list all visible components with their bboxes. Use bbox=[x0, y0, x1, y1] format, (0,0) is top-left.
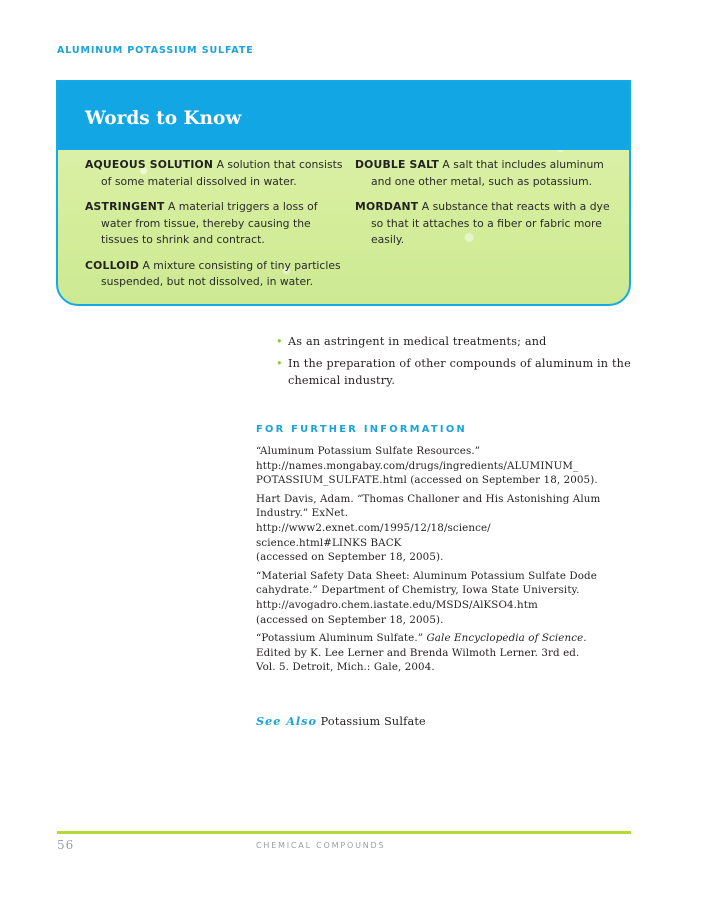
definition-entry bbox=[355, 199, 617, 249]
reference-entry bbox=[256, 444, 631, 488]
definitions-right-column bbox=[355, 157, 617, 258]
definition-text: A salt that includes aluminum and one other metal, such as potassium. bbox=[371, 158, 604, 188]
reference-entry bbox=[256, 569, 631, 627]
definition-term: ASTRINGENT bbox=[85, 200, 165, 213]
words-to-know-header bbox=[58, 82, 629, 150]
definition-entry bbox=[85, 258, 347, 291]
list-item bbox=[274, 355, 631, 390]
reference-first-line: Hart Davis, Adam. “Thomas Challoner and His Astonishing Alum bbox=[256, 492, 601, 505]
definition-text: A mixture consisting of tiny particles suspended, but not dissolved, in water. bbox=[101, 258, 341, 288]
reference-first-line: “Aluminum Potassium Sulfate Resources.” bbox=[256, 445, 481, 457]
definition-text: A solution that consists of some material dissolved in water. bbox=[101, 158, 343, 188]
reference-line: Industry.” ExNet. bbox=[256, 507, 349, 520]
reference-url[interactable]: science.html#LINKS BACK bbox=[256, 536, 402, 549]
reference-url[interactable]: http://www2.exnet.com/1995/12/18/science/ bbox=[256, 521, 491, 534]
list-item-text: As an astringent in medical treatments; and bbox=[288, 335, 547, 348]
definition-entry bbox=[85, 199, 347, 249]
reference-url[interactable]: http://names.mongabay.com/drugs/ingredients/ALUMINUM_ bbox=[256, 459, 579, 472]
reference-entry bbox=[256, 631, 631, 675]
list-item-text: In the preparation of other compounds of aluminum in the chemical industry. bbox=[288, 356, 631, 387]
reference-first-line bbox=[256, 631, 631, 646]
footer-rule bbox=[57, 831, 631, 834]
further-information-heading: FOR FURTHER INFORMATION bbox=[256, 424, 467, 435]
reference-list bbox=[256, 444, 631, 679]
definition-text: A material triggers a loss of water from tissue, thereby causing the tissues to shrink and contract. bbox=[101, 200, 318, 246]
bullet-icon: • bbox=[276, 335, 283, 348]
definition-entry bbox=[85, 157, 347, 190]
see-also bbox=[256, 714, 426, 728]
bullet-list bbox=[274, 333, 631, 394]
definition-term: COLLOID bbox=[85, 258, 140, 272]
reference-url[interactable]: http://avogadro.chem.iastate.edu/MSDS/AlKSO4.htm bbox=[256, 598, 538, 611]
see-also-link[interactable]: Potassium Sulfate bbox=[316, 715, 426, 728]
reference-line: (accessed on September 18, 2005). bbox=[256, 613, 444, 626]
definition-entry bbox=[355, 157, 617, 190]
reference-line: Edited by K. Lee Lerner and Brenda Wilmoth Lerner. 3rd ed. bbox=[256, 646, 580, 659]
running-head: ALUMINUM POTASSIUM SULFATE bbox=[57, 45, 254, 56]
reference-citation: “Potassium Aluminum Sulfate.” bbox=[256, 632, 427, 645]
footer-title: CHEMICAL COMPOUNDS bbox=[256, 841, 386, 850]
list-item bbox=[274, 333, 631, 351]
definition-text: A substance that reacts with a dye so that it attaches to a fiber or fabric more easily. bbox=[371, 200, 610, 246]
reference-source-title: Gale Encyclopedia of Science. bbox=[426, 632, 587, 645]
reference-line: Vol. 5. Detroit, Mich.: Gale, 2004. bbox=[256, 661, 435, 674]
see-also-label: See Also bbox=[256, 714, 317, 728]
bullet-icon: • bbox=[276, 356, 283, 370]
reference-first-line: “Material Safety Data Sheet: Aluminum Potassium Sulfate Dode bbox=[256, 569, 597, 582]
definition-term: DOUBLE SALT bbox=[355, 158, 439, 171]
words-to-know-title: Words to Know bbox=[85, 108, 242, 129]
words-to-know-box bbox=[56, 80, 631, 306]
definitions-left-column bbox=[85, 157, 347, 300]
reference-entry bbox=[256, 492, 631, 565]
reference-line: POTASSIUM_SULFATE.html (accessed on September 18, 2005). bbox=[256, 474, 598, 487]
definition-term: AQUEOUS SOLUTION bbox=[85, 158, 214, 171]
definition-term: MORDANT bbox=[355, 200, 419, 213]
page-number: 56 bbox=[57, 838, 75, 852]
reference-line: (accessed on September 18, 2005). bbox=[256, 551, 444, 564]
reference-line: cahydrate.” Department of Chemistry, Iowa State University. bbox=[256, 584, 580, 597]
